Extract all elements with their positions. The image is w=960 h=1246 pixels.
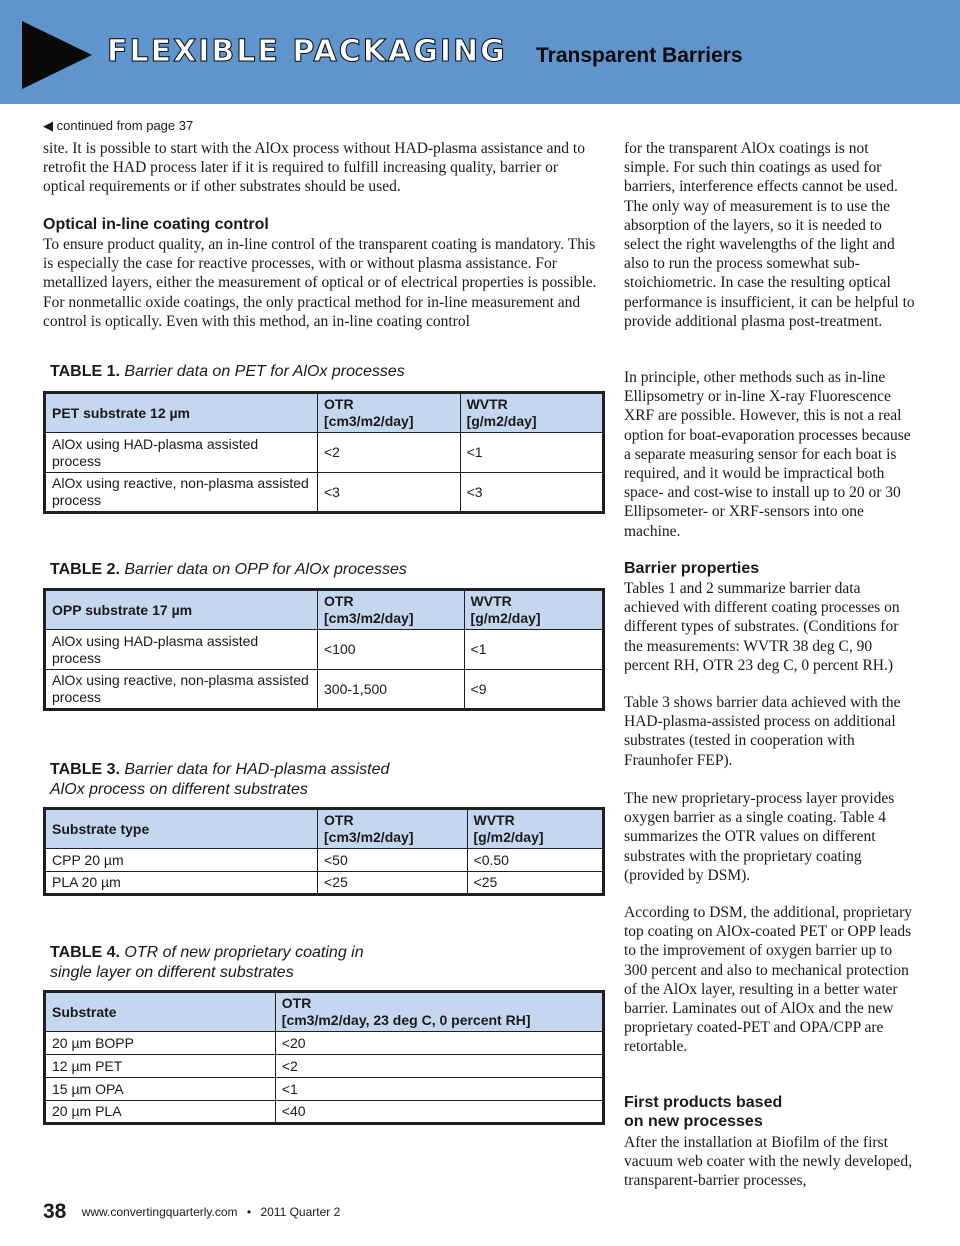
table-cell: <25 <box>318 872 468 895</box>
table4-caption <box>50 943 364 982</box>
table-cell: <9 <box>464 670 603 710</box>
table-cell: <20 <box>275 1032 603 1055</box>
table-cell: <25 <box>467 872 603 895</box>
table-cell: 15 µm OPA <box>45 1078 276 1101</box>
paragraph-text: Table 3 shows barrier data achieved with the HAD-plasma-assisted process on additional substrates (tested in cooperation with Fraunhofer FEP). <box>624 694 901 769</box>
page-number: 38 <box>43 1200 67 1223</box>
table-header-row <box>45 590 604 630</box>
table-row <box>45 473 604 513</box>
table-cell: PLA 20 µm <box>45 872 318 895</box>
table4 <box>43 990 605 1125</box>
table-cell: 12 µm PET <box>45 1055 276 1078</box>
table-label: TABLE 1. <box>50 363 120 380</box>
table-label: TABLE 2. <box>50 561 120 578</box>
table-header-cell: OTR [cm3/m2/day] <box>318 393 461 433</box>
paragraph-text: In principle, other methods such as in-line Ellipsometry or in-line X-ray Fluorescence XRF are possible. However, this is not a real option for boat-evaporation processes because a separate measuring sensor for each boat is required, and it would be impractical both space- and cost-wise to install up to 20 or 30 Ellipsometer- or XRF-sensors into one machine. <box>624 369 911 540</box>
section-brand-title: FLEXIBLE PACKAGING <box>107 34 507 69</box>
table-header-cell: WVTR [g/m2/day] <box>464 590 603 630</box>
table-row <box>45 849 604 872</box>
table-cell: <3 <box>460 473 603 513</box>
table-cell: <1 <box>460 433 603 473</box>
table2-caption <box>50 560 407 580</box>
section-subtitle: Transparent Barriers <box>536 44 743 67</box>
table1-caption <box>50 362 405 382</box>
table-header-cell: OTR [cm3/m2/day] <box>318 809 468 849</box>
right-paragraph-1 <box>624 139 916 331</box>
footer-issue: 2011 Quarter 2 <box>260 1205 341 1219</box>
table-header-cell: WVTR [g/m2/day] <box>460 393 603 433</box>
table-cell: <3 <box>318 473 461 513</box>
paragraph-text: for the transparent AlOx coatings is not simple. For such thin coatings as used for barriers, interference effects cannot be used. The only way of measurement is to use the absorption of the layers, so it is needed to select the right wavelengths of the light and also to run the process somewhat sub-stoichiometric. In case the resulting optical performance is insufficient, it can be helpful to provide additional plasma post-treatment. <box>624 140 915 330</box>
table-cell: <50 <box>318 849 468 872</box>
paragraph-text: Tables 1 and 2 summarize barrier data achieved with different coating processes on different types of substrates. (Conditions for the measurements: WVTR 38 deg C, 90 percent RH, OTR 23 deg C, 0 percent RH.) <box>624 580 900 674</box>
triangle-logo-icon <box>22 21 92 89</box>
right-paragraph-4 <box>624 693 916 770</box>
optical-paragraph <box>43 235 601 331</box>
barrier-heading: Barrier properties <box>624 560 760 577</box>
right-paragraph-2 <box>624 368 916 541</box>
right-paragraph-5 <box>624 789 916 885</box>
table-cell: <100 <box>318 630 465 670</box>
page-header <box>0 0 960 104</box>
paragraph-text: The new proprietary-process layer provides oxygen barrier as a single coating. Table 4 summarizes the OTR values on different substrates with the proprietary coating (provided by DSM). <box>624 790 895 884</box>
table-header-cell: PET substrate 12 µm <box>45 393 318 433</box>
table2 <box>43 588 605 711</box>
table-title: Barrier data on PET for AlOx processes <box>124 363 405 380</box>
table-row <box>45 1032 604 1055</box>
table-header-row <box>45 393 604 433</box>
table-row <box>45 1055 604 1078</box>
table-row <box>45 670 604 710</box>
table-cell: 20 µm PLA <box>45 1101 276 1124</box>
table-header-cell: Substrate type <box>45 809 318 849</box>
footer-separator: • <box>246 1205 252 1219</box>
table-row <box>45 1078 604 1101</box>
optical-heading: Optical in-line coating control <box>43 216 269 233</box>
paragraph-text: According to DSM, the additional, proprietary top coating on AlOx-coated PET or OPP leads to the improvement of oxygen barrier up to 300 percent and also to mechanical protection of the AlOx layer, resulting in a better water barrier. Laminates out of AlOx and the new proprietary coated-PET and OPA/CPP are retortable. <box>624 904 912 1056</box>
table-cell: <40 <box>275 1101 603 1124</box>
table-row <box>45 433 604 473</box>
table-row <box>45 1101 604 1124</box>
table-cell: <0.50 <box>467 849 603 872</box>
table-title: Barrier data on OPP for AlOx processes <box>124 561 407 578</box>
table-cell: AlOx using reactive, non-plasma assisted process <box>45 670 318 710</box>
table-cell: 300-1,500 <box>318 670 465 710</box>
table-cell: AlOx using reactive, non-plasma assisted process <box>45 473 318 513</box>
table-header-row <box>45 809 604 849</box>
table-title: Barrier data for HAD-plasma assisted AlOx process on different substrates <box>50 761 390 798</box>
table-cell: CPP 20 µm <box>45 849 318 872</box>
table-cell: <1 <box>275 1078 603 1101</box>
first-products-heading: First products based on new processes <box>624 1094 783 1130</box>
table-label: TABLE 4. <box>50 944 120 961</box>
table3 <box>43 807 605 896</box>
table-row <box>45 872 604 895</box>
paragraph-text: To ensure product quality, an in-line control of the transparent coating is mandatory. This is especially the case for reactive processes, with or without plasma assistance. For metallized layers, either the measurement of optical or of electrical properties is possible. For nonmetallic oxide coatings, the only practical method for in-line measurement and control is optically. Even with this method, an in-line coating control <box>43 236 597 330</box>
table-cell: 20 µm BOPP <box>45 1032 276 1055</box>
table-header-cell: WVTR [g/m2/day] <box>467 809 603 849</box>
table1 <box>43 391 605 514</box>
table-cell: AlOx using HAD-plasma assisted process <box>45 630 318 670</box>
table-label: TABLE 3. <box>50 761 120 778</box>
table-row <box>45 630 604 670</box>
table-cell: <2 <box>318 433 461 473</box>
table-header-row <box>45 992 604 1032</box>
right-paragraph-3 <box>624 579 916 675</box>
table-cell: AlOx using HAD-plasma assisted process <box>45 433 318 473</box>
table-title: OTR of new proprietary coating in single layer on different substrates <box>50 944 364 981</box>
right-paragraph-7 <box>624 1133 916 1191</box>
continued-note[interactable]: ◀ continued from page 37 <box>43 118 194 133</box>
intro-paragraph <box>43 139 601 197</box>
table-cell: <2 <box>275 1055 603 1078</box>
table-header-cell: OTR [cm3/m2/day] <box>318 590 465 630</box>
page-footer <box>43 1200 340 1224</box>
table3-caption <box>50 760 389 799</box>
table-cell: <1 <box>464 630 603 670</box>
table-header-cell: OTR [cm3/m2/day, 23 deg C, 0 percent RH] <box>275 992 603 1032</box>
right-paragraph-6 <box>624 903 916 1057</box>
table-header-cell: Substrate <box>45 992 276 1032</box>
footer-website[interactable]: www.convertingquarterly.com <box>81 1205 238 1219</box>
paragraph-text: After the installation at Biofilm of the first vacuum web coater with the newly developed, transparent-barrier processes, <box>624 1134 912 1190</box>
table-header-cell: OPP substrate 17 µm <box>45 590 318 630</box>
paragraph-text: site. It is possible to start with the AlOx process without HAD-plasma assistance and to retrofit the HAD process later if it is required to fulfill increasing quality, barrier or optical requirements or if other substrates should be used. <box>43 140 585 196</box>
